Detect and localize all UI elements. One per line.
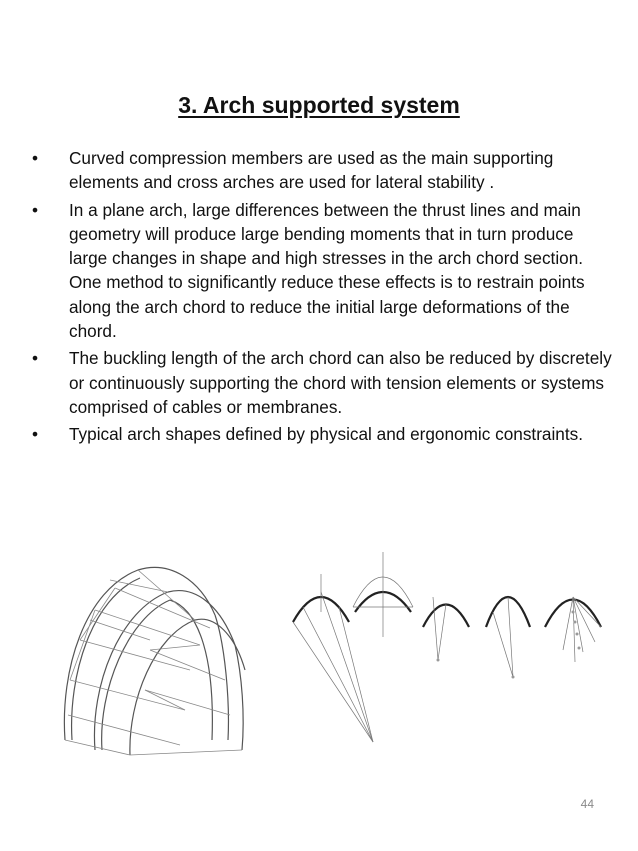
bullet-item <box>32 346 612 419</box>
bullet-text: In a plane arch, large differences between the thrust lines and main geometry will produce large bending moments that in turn produce large changes in shape and high stresses in the arch chord section. One method to significantly reduce these effects is to restrain points along the arch chord to reduce the initial large deformations of the chord. <box>69 199 585 342</box>
arch-structure-illustration <box>50 550 250 760</box>
bullet-list <box>32 146 612 450</box>
bullet-item <box>32 198 612 344</box>
bullet-glyph: • <box>32 148 39 168</box>
slide-title: 3. Arch supported system <box>178 92 460 118</box>
bullet-text: Typical arch shapes defined by physical and ergonomic constraints. <box>69 424 583 445</box>
bullet-glyph: • <box>32 424 39 445</box>
bullet-text: Curved compression members are used as the main supporting elements and cross arches are used for lateral stability . <box>69 148 554 193</box>
bullet-text: The buckling length of the arch chord can also be reduced by discretely or continuously supporting the chord with tension elements or systems comprised of cables or membranes. <box>69 348 612 417</box>
bullet-item <box>32 146 612 195</box>
bullet-item <box>32 422 612 446</box>
page-number: 44 <box>580 797 594 811</box>
bullet-glyph: • <box>32 199 39 220</box>
arch-shapes-diagram <box>283 552 613 752</box>
bullet-glyph: • <box>32 348 39 369</box>
